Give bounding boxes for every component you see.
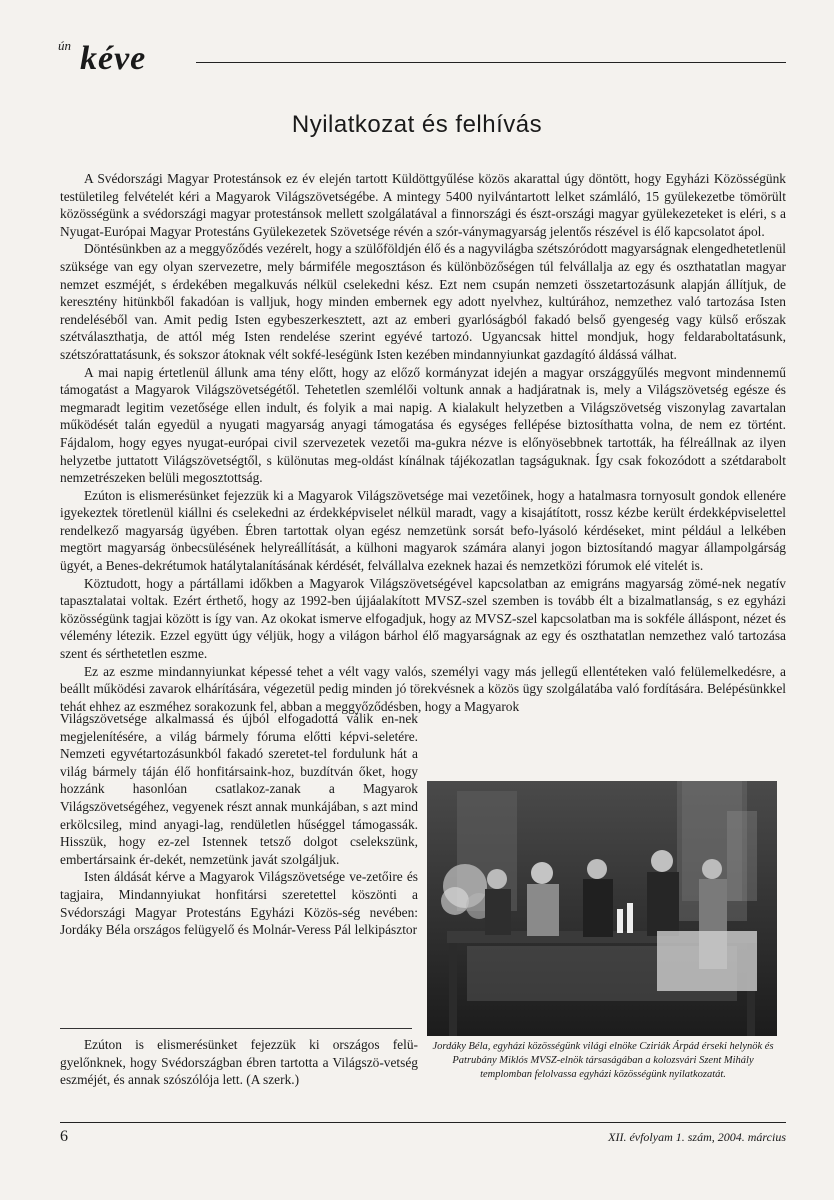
magazine-logo: kéve [80, 40, 147, 77]
paragraph-continued: Világszövetsége alkalmassá és újból elfogadottá válik en-nek megjelenítésére, a világ bármely fóruma előtti képvi-seletére. Nemzeti egyvétartozásunkból fakadó szeretet-tel fordulunk hát a világ bármely táján élő honfitársaink-hoz, buzdítván őket, hogy hozzánk hasonlóan csatlakoz-zanak a Magyarok Világszövetségéhez, vegyenek részt annak munkájában, s azt mind erkölcsileg, mind anyagi-lag, rendületlen hűséggel támogassák. Hisszük, hogy ez-zel Istennek tetsző dolgot cselekszünk, embertársaink ér-dekét, nemzetünk javát szolgáljuk. [60, 711, 419, 867]
paragraph: A Svédországi Magyar Protestánsok ez év elején tartott Küldöttgyűlése közös akarattal úgy döntött, hogy Egyházi Közösségünk testületileg felvételét kéri a Magyarok Világszövetségébe. A mintegy 5400 nyilvántartott lelket számláló, 15 gyülekezetbe tömörült közösségünk a svédországi magyar protestánsok mellett szolgálatával a finnországi és észt-országi magyar gyülekezeteket is eléri, s a Nyugat-Európai Magyar Protestáns Gyülekezetek Szövetsége révén a szór-ványmagyarság jelentős részével is élő kapcsolatot ápol. [60, 171, 786, 239]
paragraph: Ezúton is elismerésünket fejezzük ki a Magyarok Világszövetsége mai vezetőinek, hogy a hatalmasra tornyosult gondok ellenére igyekeztek töretlenül kiállni és cselekedni az érdekképviselet nélkül maradt, vagy a kisajátított, rossz kézbe került érdekképviselettel rendelkező magyarság ügyében. Ébren tartottak olyan egész nemzetünk sorsát befo-lyásoló kérdéseket, mint például a lelkében megtört magyarság önbecsülésének helyreállítását, a külhoni magyarok számára alanyi jogon biztosítandó magyar állampolgárság ügyét, a Benes-dekrétumok hatálytalanításának kérdését, felvállalva ezeknek hazai és nemzetközi fórumok elé vitelét is. [60, 487, 786, 574]
masthead-prefix: ún [58, 38, 71, 53]
paragraph: Döntésünkben az a meggyőződés vezérelt, hogy a szülőföldjén élő és a nagyvilágba szétszóródott magyarságnak elengedhetetlenül szüksége van egy olyan szervezetre, mely bármiféle megosztáson és különbözőségen túl felvállalja az egy és oszthatatlan magyar nemzet eszméjét, s érdekében megalkuvás nélkül cselekedni kész. Ezt nem csupán nemzeti összetartozásunk alapján állítjuk, de keresztény hitünkből fakadóan is valljuk, hogy minden embernek egy adott nyelvhez, kultúrához, nemzethez való tartozása Isten rendeléséből van. Amit pedig Isten egybeszerkesztett, azt az emberi gyarlóságból fakadó belső gyengeség vagy külső erőszak szétválaszthatja, de attól még Isten rendelése szerint egyévé tartozó. Ugyancsak hittel mondjuk, hogy feldaraboltatásunk, szétszórattatásunk, és sokszor átoknak vélt sokfé-leségünk Isten kezében mindannyiunkat gazdagító áldássá válhat. [60, 241, 786, 362]
footer-rule [60, 1122, 786, 1123]
issue-info: XII. évfolyam 1. szám, 2004. március [608, 1130, 786, 1144]
page-number: 6 [60, 1128, 68, 1145]
masthead [58, 38, 786, 78]
church-photo-illustration [427, 781, 777, 1036]
masthead-rule [196, 62, 786, 63]
editor-note-text: Ezúton is elismerésünket fejezzük ki országos felü-gyelőnknek, hogy Svédországban ébren tartotta a Világszö-vetség eszméjét, és annak szószólója lett. (A szerk.) [60, 1037, 418, 1088]
church-photo [427, 781, 777, 1036]
editor-note [60, 1036, 418, 1089]
article-body [60, 170, 786, 715]
paragraph: Isten áldását kérve a Magyarok Világszövetsége ve-zetőire és tagjaira, Mindannyiukat honfitársi szeretettel köszönti a Svédországi Magyar Protestáns Egyházi Közös-ség nevében: Jordáky Béla országos felügyelő és Molnár-Veress Pál lelkipásztor [60, 869, 418, 938]
photo-caption: Jordáky Béla, egyházi közösségünk világi elnöke Cziriák Árpád érseki helynök és Patrubány Miklós MVSZ-elnök társaságában a kolozsvári Szent Mihály templomban felolvassa egyházi közösségünk nyilatkozatát. [432, 1041, 774, 1080]
article-body-narrow [60, 710, 418, 939]
paragraph: A mai napig értetlenül állunk ama tény előtt, hogy az előző kormányzat idején a magyar országgyűlés megvont mindennemű támogatást a Magyarok Világszövetségétől. Tehetetlen szemlélői voltunk annak a hadjáratnak is, mely a Világszövetség egésze és megmaradt legitim vezetősége ellen indult, és folyik a mai napig. A kialakult helyzetben a Világszövetség viszonylag zavartalan működését talán egyedül a nyugati magyarság anyagi támogatása és egységes fellépése biztosíthatta volna, de nem ez történt. Fájdalom, hogy egyes nyugat-európai civil szervezetek vezetői ma-gukra nézve is előnyösebbnek tartották, ha félreállnak az ilyen helyzetbe juttatott Világszövetségtől, s különutas meg-oldást kínálnak tájékozatlan tagságuknak. Így csak fokozódott a szétdarabolt nemzetrészeken belüli megosztottság. [60, 364, 786, 486]
paragraph: Ez az eszme mindannyiunkat képessé tehet a vélt vagy valós, személyi vagy más jellegű ellentéteken való felülemelkedésre, a beállt működési zavarok elhárítására, végezetül pedig minden jó törekvésnek a közös ügy szolgálatába való fordítására. Belépésünkkel tehát ehhez az eszméhez sorakozunk fel, abban a meggyőződésben, hogy a Magyarok [60, 663, 786, 714]
editor-note-separator [60, 1028, 412, 1029]
article-title: Nyilatkozat és felhívás [291, 111, 543, 138]
paragraph: Köztudott, hogy a pártállami időkben a Magyarok Világszövetségével kapcsolatban az emigráns magyarság zömé-nek negatív tapasztalatai voltak. Ezért érthető, hogy az 1992-ben újjáalakított MVSZ-szel szemben is tovább élt a bizalmatlanság, s ez egyházi közösségünk tagjai között is így van. Az okokat ismerve elfogadjuk, hogy az MVSZ-szel kapcsolatban ma is sokféle álláspont, nézet és vélemény létezik. Ezzel együtt úgy véljük, hogy a világon bárhol élő magyarságnak az egy és oszthatatlan nemzethez való tartozása szent és sérthetetlen eszme. [60, 575, 786, 662]
